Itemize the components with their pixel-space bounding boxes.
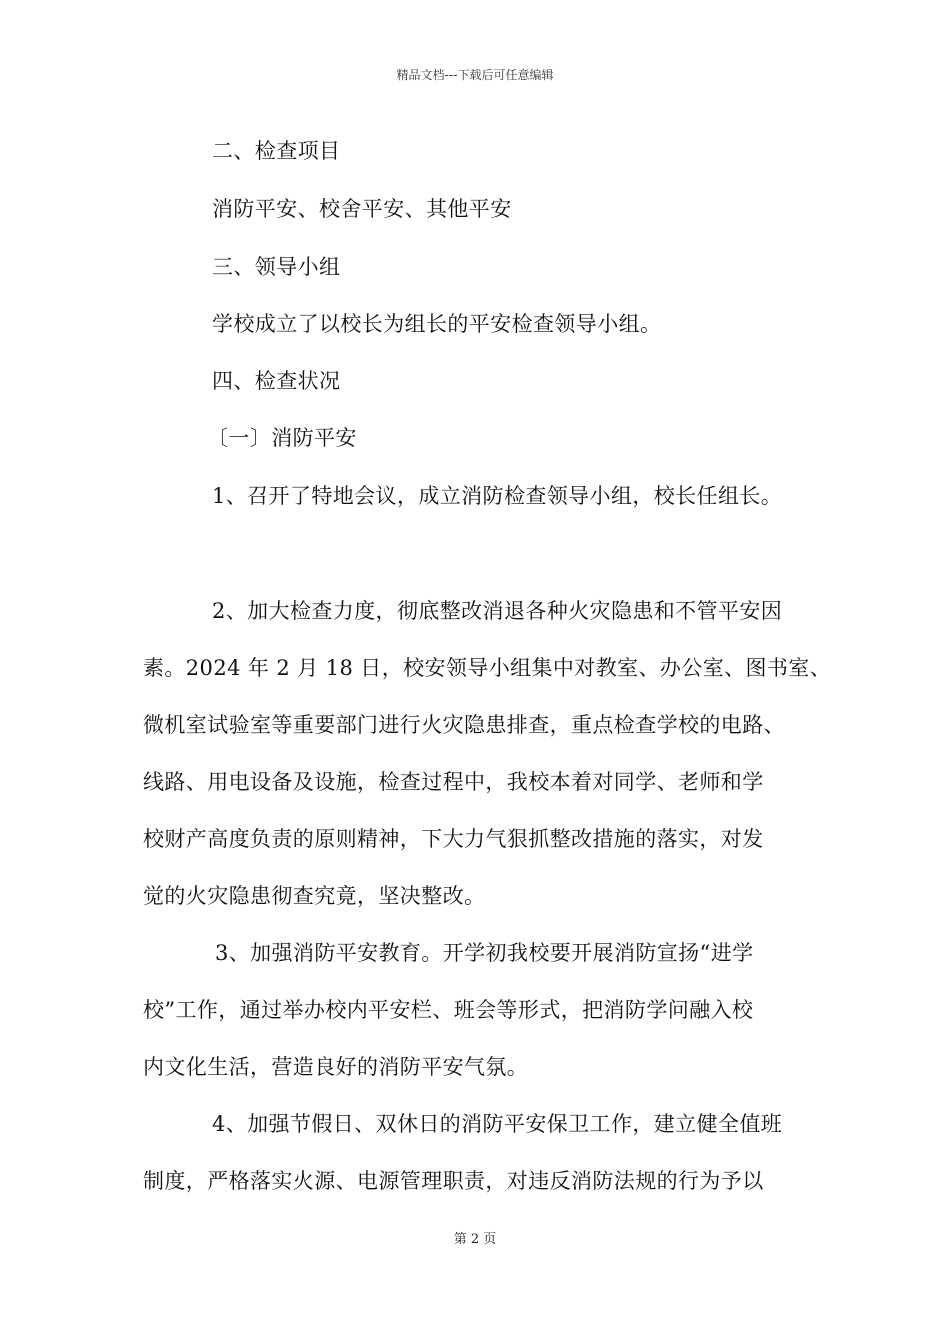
paragraph-item-3-line-2: 校”工作，通过举办校内平安栏、班会等形式，把消防学问融入校 (143, 998, 754, 1022)
paragraph-item-3-line-1: 3、加强消防平安教育。开学初我校要开展消防宣扬“进学 (215, 941, 754, 965)
page-number: 第 2 页 (453, 1232, 497, 1247)
leadership-text: 学校成立了以校长为组长的平安检查领导小组。 (212, 312, 662, 336)
paragraph-item-2-line-2: 素。2024 年 2 月 18 日，校安领导小组集中对教室、办公室、图书室、 (143, 656, 832, 680)
subheading-fire-safety: 〔一〕消防平安 (207, 426, 357, 450)
section-heading-check-items: 二、检查项目 (212, 139, 341, 163)
paragraph-item-4-line-2: 制度，严格落实火源、电源管理职责，对违反消防法规的行为予以 (143, 1169, 764, 1193)
paragraph-item-2-line-6: 觉的火灾隐患彻查究竟，坚决整改。 (143, 884, 486, 908)
paragraph-item-2-line-5: 校财产高度负责的原则精神，下大力气狠抓整改措施的落实，对发 (143, 827, 764, 851)
paragraph-item-2-line-3: 微机室试验室等重要部门进行火灾隐患排查，重点检查学校的电路、 (143, 713, 785, 737)
page-header: 精品文档---下载后可任意编辑 (396, 68, 554, 82)
paragraph-item-2-line-1: 2、加大检查力度，彻底整改消退各种火灾隐患和不管平安因 (212, 599, 783, 623)
paragraph-item-3-line-3: 内文化生活，营造良好的消防平安气氛。 (143, 1055, 529, 1079)
section-heading-status: 四、检查状况 (212, 369, 341, 393)
section-heading-leadership: 三、领导小组 (212, 255, 341, 279)
paragraph-item-1: 1、召开了特地会议，成立消防检查领导小组，校长任组长。 (212, 484, 783, 508)
paragraph-item-4-line-1: 4、加强节假日、双休日的消防平安保卫工作，建立健全值班 (212, 1112, 783, 1136)
paragraph-item-2-line-4: 线路、用电设备及设施，检查过程中，我校本着对同学、老师和学 (143, 770, 764, 794)
check-items-text: 消防平安、校舍平安、其他平安 (212, 197, 512, 221)
